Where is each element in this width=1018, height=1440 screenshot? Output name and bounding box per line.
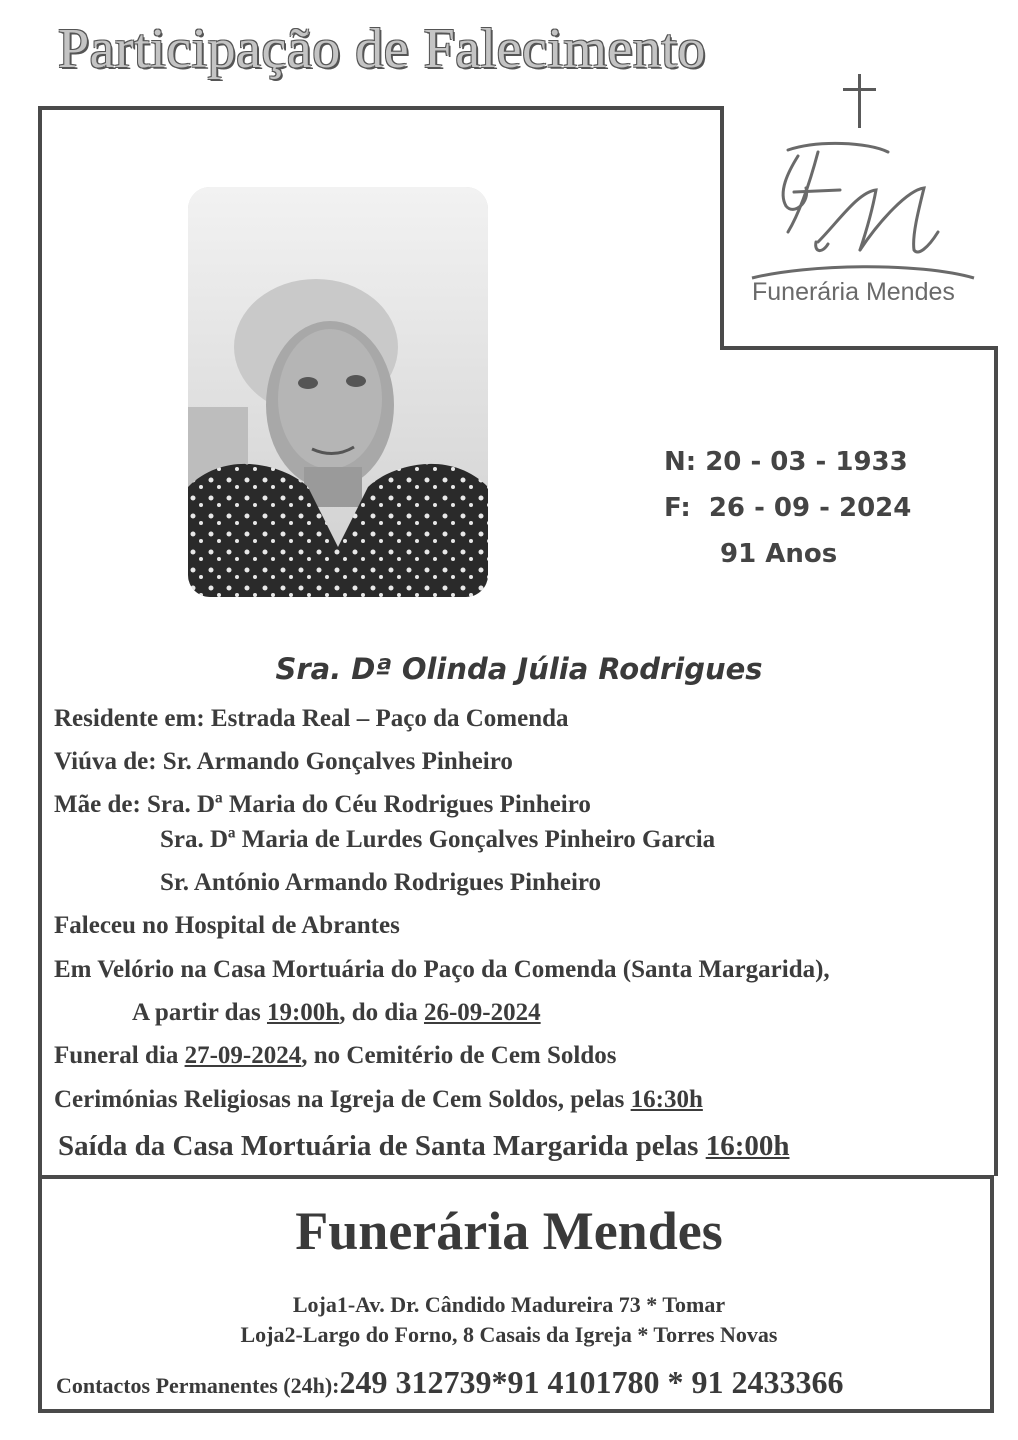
frame-left (38, 106, 42, 1176)
death-date: F: 26 - 09 - 2024 (664, 493, 912, 523)
wake-from-prefix: A partir das (132, 999, 267, 1026)
frame-notch-horizontal (720, 346, 998, 350)
birth-date: N: 20 - 03 - 1933 (664, 447, 908, 477)
logo-name: Funerária Mendes (752, 278, 955, 306)
wake-date: 26-09-2024 (423, 999, 541, 1026)
store-1-address: Loja1-Av. Dr. Cândido Madureira 73 * Tomar (292, 1292, 726, 1317)
child-1: Sra. Dª Maria do Céu Rodrigues Pinheiro (147, 791, 591, 818)
funeral-home-logo (748, 132, 978, 282)
deceased-name: Sra. Dª Olinda Júlia Rodrigues (275, 652, 763, 686)
portrait-photo (188, 187, 488, 597)
funeral-line (54, 1041, 616, 1071)
departure-prefix: Saída da Casa Mortuária de Santa Margarida pelas (58, 1130, 706, 1162)
funeral-prefix: Funeral dia (54, 1042, 185, 1069)
ceremony-line (54, 1085, 703, 1115)
store-2-address: Loja2-Largo do Forno, 8 Casais da Igreja * Torres Novas (240, 1322, 778, 1347)
cross-icon-bar (843, 88, 876, 91)
mother-of-line (54, 790, 591, 820)
frame-top-left (38, 106, 724, 110)
age: 91 Anos (720, 539, 838, 569)
residence-line: Residente em: Estrada Real – Paço da Comenda (54, 705, 569, 732)
funeral-suffix: , no Cemitério de Cem Soldos (301, 1042, 617, 1069)
mother-of-label: Mãe de: (54, 791, 148, 818)
contacts-numbers: 249 312739*91 4101780 * 91 2433366 (339, 1364, 844, 1400)
frame-right (994, 346, 998, 1176)
footer-company-name: Funerária Mendes (295, 1201, 723, 1261)
cross-icon (858, 74, 861, 128)
widow-line: Viúva de: Sr. Armando Gonçalves Pinheiro (54, 748, 513, 775)
wake-line: Em Velório na Casa Mortuária do Paço da Comenda (Santa Margarida), (54, 956, 830, 983)
page-title: Participação de Falecimento (58, 18, 706, 80)
departure-time: 16:00h (705, 1130, 790, 1162)
frame-notch-vertical (720, 106, 724, 350)
child-2: Sra. Dª Maria de Lurdes Gonçalves Pinheiro Garcia (160, 826, 716, 853)
departure-line (58, 1131, 789, 1161)
wake-time-line (132, 998, 541, 1028)
place-of-death-line: Faleceu no Hospital de Abrantes (54, 912, 400, 939)
wake-time: 19:00h (266, 999, 340, 1026)
ceremony-prefix: Cerimónias Religiosas na Igreja de Cem Soldos, pelas (54, 1086, 631, 1113)
contacts-label: Contactos Permanentes (24h): (56, 1373, 340, 1398)
contacts-line (56, 1364, 844, 1401)
funeral-date: 27-09-2024 (184, 1042, 302, 1069)
child-3: Sr. António Armando Rodrigues Pinheiro (160, 869, 602, 896)
wake-day-prefix: , do dia (339, 999, 424, 1026)
ceremony-time: 16:30h (630, 1086, 703, 1113)
